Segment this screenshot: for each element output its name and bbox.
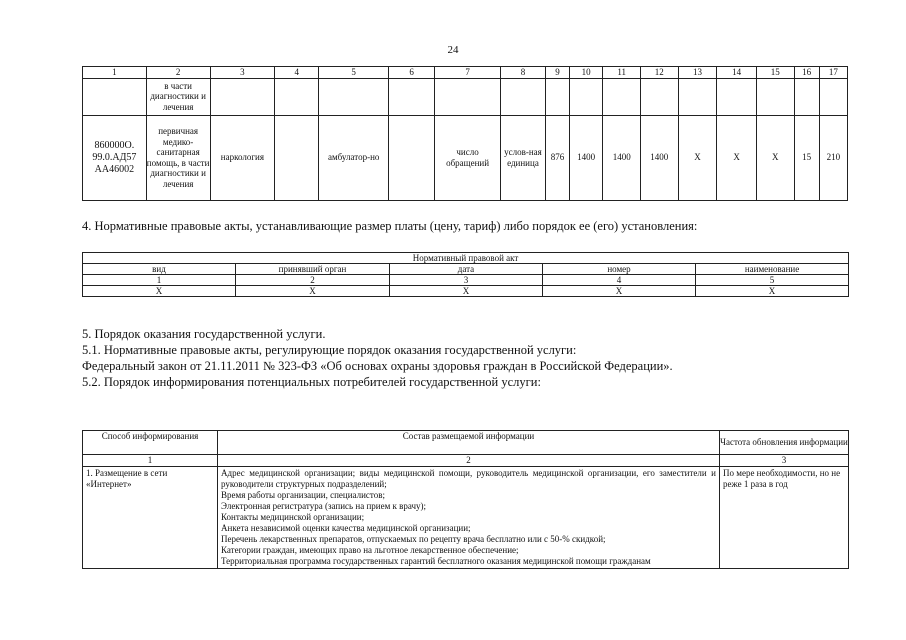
- col-number: 5: [696, 275, 849, 286]
- cell-service-kind: первичная медико-санитарная помощь, в части диагностики и лечения: [146, 115, 210, 200]
- col-header: наименование: [696, 264, 849, 275]
- service-volume-table: [82, 66, 848, 201]
- col-header: дата: [390, 264, 543, 275]
- col-header: Состав размещаемой информации: [218, 431, 720, 455]
- col-number: 17: [819, 67, 847, 79]
- col-number: 12: [641, 67, 679, 79]
- col-number: 14: [717, 67, 757, 79]
- cell-frequency: По мере необходимости, но не реже 1 раза в год: [720, 467, 849, 569]
- col-number: 10: [569, 67, 602, 79]
- cell-value: Х: [756, 115, 794, 200]
- cell-indicator: число обращений: [435, 115, 501, 200]
- col-number: 6: [389, 67, 435, 79]
- informing-table: [82, 430, 849, 569]
- info-item: Время работы организации, специалистов;: [221, 490, 385, 500]
- col-number: 13: [678, 67, 717, 79]
- col-number: 1: [83, 67, 147, 79]
- section-5-heading: 5. Порядок оказания государственной услуги.: [82, 327, 326, 341]
- cell-value: 1400: [641, 115, 679, 200]
- info-item: Территориальная программа государственных гарантий бесплатного оказания медицинской помощи гражданам: [221, 556, 651, 566]
- legal-act-title: Нормативный правовой акт: [83, 253, 849, 264]
- cell-value: Х: [390, 286, 543, 297]
- col-header: Частота обновления информации: [720, 431, 849, 455]
- col-number: 7: [435, 67, 501, 79]
- col-number: 4: [543, 275, 696, 286]
- table-row: [83, 78, 848, 115]
- table-row: [83, 275, 849, 286]
- section-5-2-heading: 5.2. Порядок информирования потенциальных потребителей государственной услуги:: [82, 375, 541, 389]
- col-number: 2: [146, 67, 210, 79]
- col-header: принявший орган: [236, 264, 390, 275]
- table-row: [83, 455, 849, 467]
- cell-unit: услов-ная единица: [500, 115, 545, 200]
- col-number: 8: [500, 67, 545, 79]
- cell-value: Х: [678, 115, 717, 200]
- col-number: 4: [275, 67, 319, 79]
- cell-method: 1. Размещение в сети «Интернет»: [83, 467, 218, 569]
- cell-value: Х: [717, 115, 757, 200]
- cell-value: Х: [236, 286, 390, 297]
- table-header-row: [83, 67, 848, 79]
- table-row: [83, 115, 848, 200]
- info-item: Перечень лекарственных препаратов, отпускаемых по рецепту врача бесплатно или с 50-% скидкой;: [221, 534, 606, 544]
- col-number: 1: [83, 455, 218, 467]
- table-row: [83, 286, 849, 297]
- info-item: Категории граждан, имеющих право на льготное лекарственное обеспечение;: [221, 545, 519, 555]
- col-number: 2: [218, 455, 720, 467]
- col-number: 1: [83, 275, 236, 286]
- col-header: вид: [83, 264, 236, 275]
- federal-law-line: Федеральный закон от 21.11.2011 № 323-ФЗ «Об основах охраны здоровья граждан в Российской Федерации».: [82, 359, 673, 373]
- cell-value: Х: [543, 286, 696, 297]
- section-4-heading: 4. Нормативные правовые акты, устанавливающие размер платы (цену, тариф) либо порядок ее (его) установления:: [82, 219, 698, 233]
- col-number: 2: [236, 275, 390, 286]
- info-item: Анкета независимой оценки качества медицинской организации;: [221, 523, 471, 533]
- page-number: 24: [447, 44, 459, 56]
- col-number: 3: [720, 455, 849, 467]
- cell-value: 15: [794, 115, 819, 200]
- cell-value: 1400: [603, 115, 641, 200]
- col-header: номер: [543, 264, 696, 275]
- table-header-row: [83, 264, 849, 275]
- cell-value: Х: [696, 286, 849, 297]
- cell-profile: наркология: [210, 115, 275, 200]
- cell-value: Х: [83, 286, 236, 297]
- cell-info-list: [218, 467, 720, 569]
- cell-code: 876: [545, 115, 569, 200]
- cell-value: 1400: [569, 115, 602, 200]
- table-row: [83, 467, 849, 569]
- col-number: 3: [390, 275, 543, 286]
- cell-service-part: в части диагностики и лечения: [146, 78, 210, 115]
- cell-value: 210: [819, 115, 847, 200]
- table-title-row: [83, 253, 849, 264]
- cell-registry-number: 860000О. 99.0.АД57 АА46002: [83, 115, 147, 200]
- info-item: Адрес медицинской организации; виды медицинской помощи, руководитель медицинской организации, его заместители и руководители структурных подразделений;: [221, 468, 716, 489]
- cell-condition: амбулатор-но: [319, 115, 389, 200]
- col-number: 15: [756, 67, 794, 79]
- col-number: 11: [603, 67, 641, 79]
- info-item: Контакты медицинской организации;: [221, 512, 365, 522]
- col-number: 3: [210, 67, 275, 79]
- table-header-row: [83, 431, 849, 455]
- info-item: Электронная регистратура (запись на прием к врачу);: [221, 501, 427, 511]
- cell-empty: [275, 115, 319, 200]
- cell-empty: [389, 115, 435, 200]
- col-number: 16: [794, 67, 819, 79]
- legal-acts-table: [82, 252, 849, 297]
- col-number: 9: [545, 67, 569, 79]
- section-5-1-heading: 5.1. Нормативные правовые акты, регулирующие порядок оказания государственной услуги:: [82, 343, 577, 357]
- col-number: 5: [319, 67, 389, 79]
- col-header: Способ информирования: [83, 431, 218, 455]
